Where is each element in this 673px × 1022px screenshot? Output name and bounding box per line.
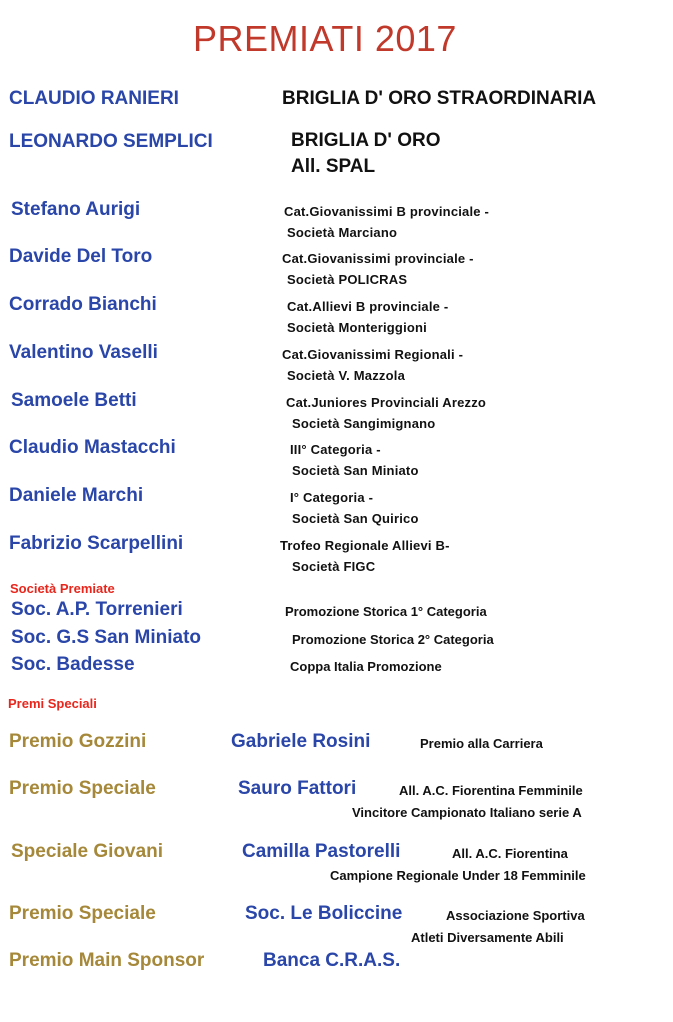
special-award-description: Associazione Sportiva xyxy=(446,908,585,923)
coach-society: Società POLICRAS xyxy=(287,272,408,287)
coach-society: Società V. Mazzola xyxy=(287,368,405,383)
special-award-description-2: Atleti Diversamente Abili xyxy=(411,930,564,945)
top-award-name: LEONARDO SEMPLICI xyxy=(9,131,213,152)
special-award-description: Premio alla Carriera xyxy=(420,736,543,751)
special-award-label: Premio Speciale xyxy=(9,778,156,799)
coach-category: Cat.Giovanissimi provinciale - xyxy=(282,251,474,266)
coach-category: I° Categoria - xyxy=(290,490,374,505)
coach-name: Fabrizio Scarpellini xyxy=(9,533,184,554)
society-award: Promozione Storica 2° Categoria xyxy=(292,632,494,647)
coach-name: Stefano Aurigi xyxy=(11,199,141,220)
coach-name: Valentino Vaselli xyxy=(9,342,158,363)
special-award-label: Premio Main Sponsor xyxy=(9,950,205,971)
special-award-recipient: Camilla Pastorelli xyxy=(242,841,401,862)
coach-name: Samoele Betti xyxy=(11,390,137,411)
special-award-recipient: Soc. Le Boliccine xyxy=(245,903,403,924)
special-award-description-2: Vincitore Campionato Italiano serie A xyxy=(352,805,582,820)
society-name: Soc. A.P. Torrenieri xyxy=(11,599,183,620)
coach-society: Società Monteriggioni xyxy=(287,320,427,335)
coach-category: Cat.Giovanissimi B provinciale - xyxy=(284,204,490,219)
coach-name: Claudio Mastacchi xyxy=(9,437,176,458)
special-heading: Premi Speciali xyxy=(8,696,97,711)
society-name: Soc. G.S San Miniato xyxy=(11,627,202,648)
page-title: PREMIATI 2017 xyxy=(193,18,457,59)
coach-category: III° Categoria - xyxy=(290,442,381,457)
coach-name: Davide Del Toro xyxy=(9,246,153,267)
coach-society: Società Sangimignano xyxy=(292,416,436,431)
special-award-description: All. A.C. Fiorentina xyxy=(452,846,568,861)
society-award: Promozione Storica 1° Categoria xyxy=(285,604,487,619)
coach-category: Cat.Allievi B provinciale - xyxy=(287,299,449,314)
coach-category: Trofeo Regionale Allievi B- xyxy=(280,538,450,553)
coach-society: Società Marciano xyxy=(287,225,398,240)
coach-category: Cat.Juniores Provinciali Arezzo xyxy=(286,395,487,410)
special-award-recipient: Banca C.R.A.S. xyxy=(263,950,401,971)
coach-category: Cat.Giovanissimi Regionali - xyxy=(282,347,464,362)
coach-society: Società San Quirico xyxy=(292,511,419,526)
coach-society: Società FIGC xyxy=(292,559,376,574)
top-award-title: BRIGLIA D' ORO STRAORDINARIA xyxy=(282,88,597,109)
special-award-description: All. A.C. Fiorentina Femminile xyxy=(399,783,583,798)
special-award-description-2: Campione Regionale Under 18 Femminile xyxy=(330,868,586,883)
coach-society: Società San Miniato xyxy=(292,463,419,478)
society-name: Soc. Badesse xyxy=(11,654,135,675)
special-award-recipient: Gabriele Rosini xyxy=(231,731,371,752)
special-award-recipient: Sauro Fattori xyxy=(238,778,357,799)
top-award-name: CLAUDIO RANIERI xyxy=(9,88,179,109)
coach-name: Corrado Bianchi xyxy=(9,294,157,315)
societies-heading: Società Premiate xyxy=(10,581,115,596)
special-award-label: Premio Gozzini xyxy=(9,731,147,752)
special-award-label: Premio Speciale xyxy=(9,903,156,924)
society-award: Coppa Italia Promozione xyxy=(290,659,442,674)
top-award-subtitle: All. SPAL xyxy=(291,156,376,177)
top-award-title: BRIGLIA D' ORO xyxy=(291,130,441,151)
special-award-label: Speciale Giovani xyxy=(11,841,164,862)
coach-name: Daniele Marchi xyxy=(9,485,144,506)
